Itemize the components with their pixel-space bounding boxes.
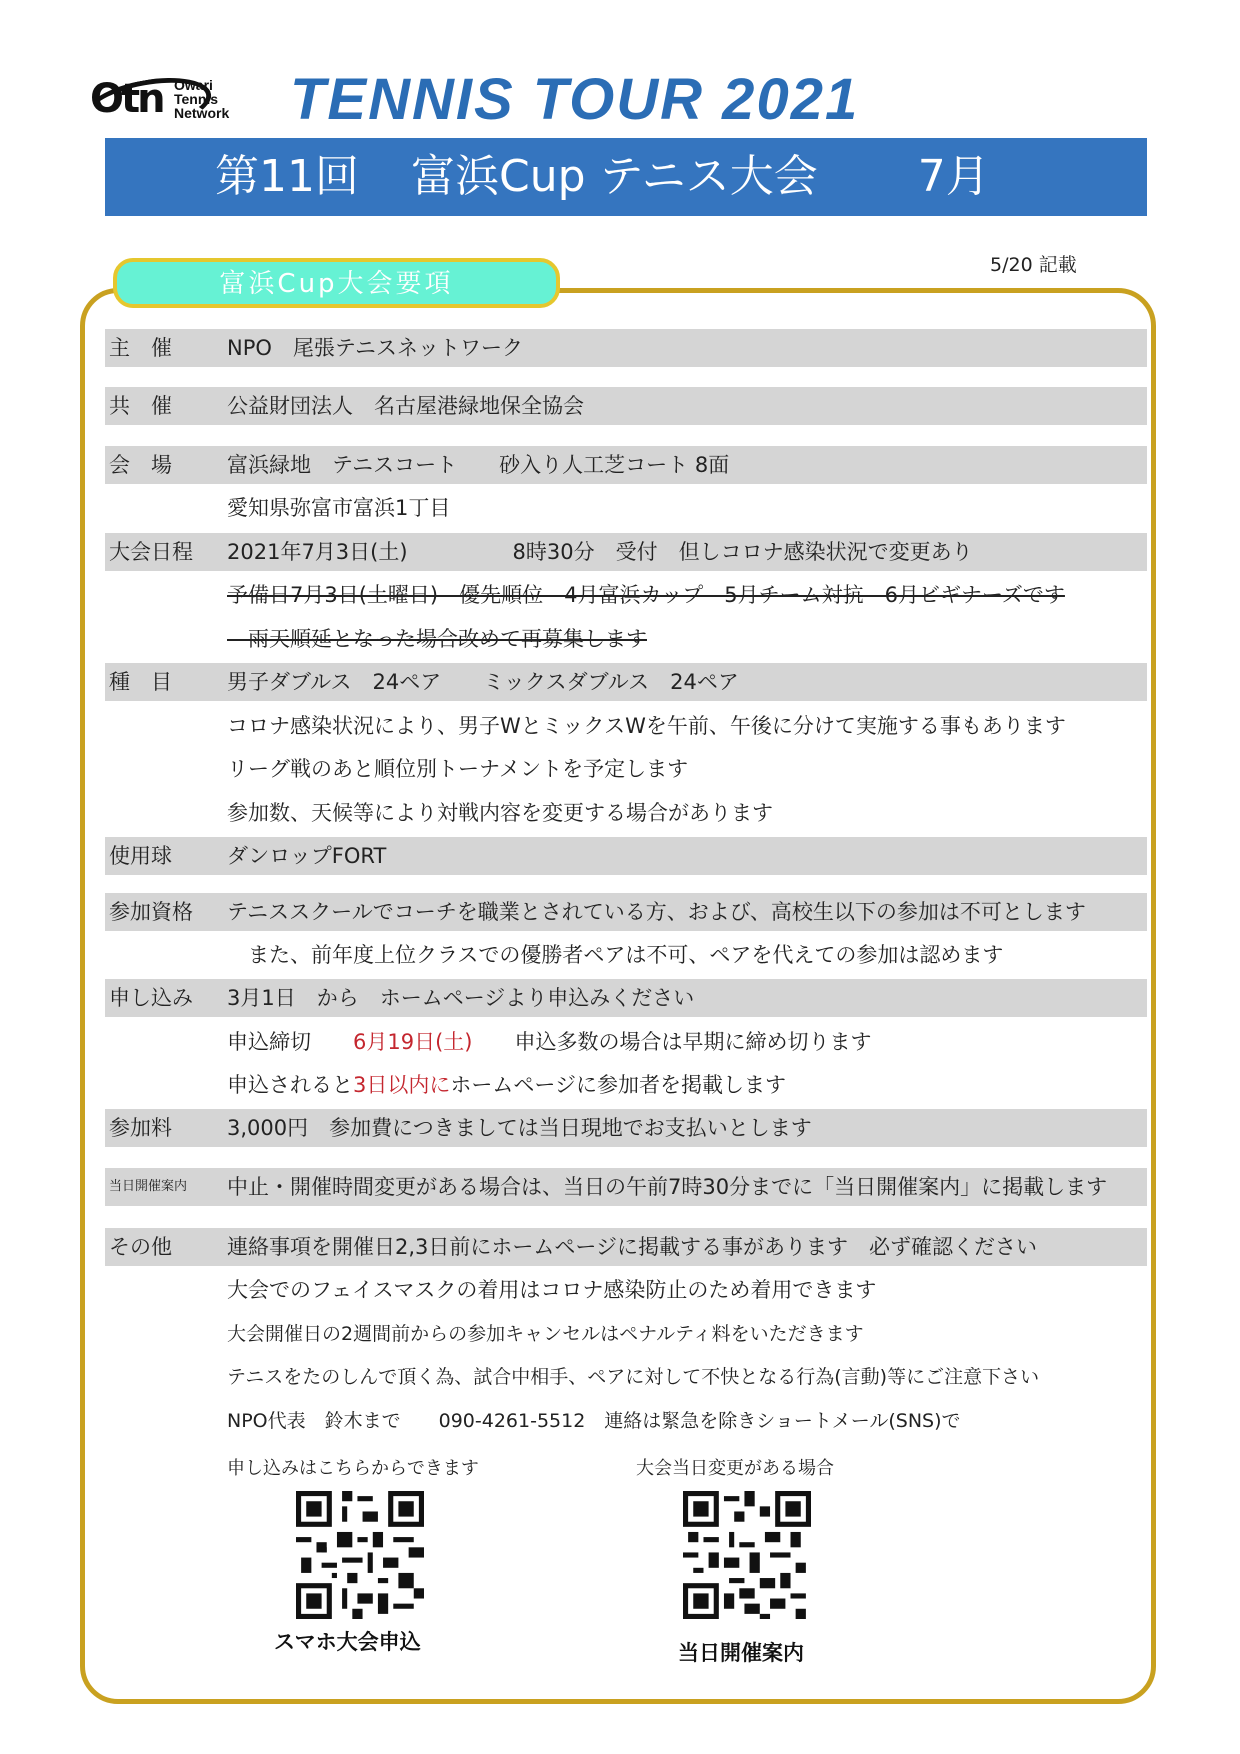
row-value: 3,000円 参加費につきましては当日現地でお支払いとします [227,1116,812,1140]
qr-left-caption: スマホ大会申込 [274,1630,421,1654]
row-value: ダンロップFORT [227,844,387,868]
row-other-note [105,1358,1147,1396]
row-schedule [105,533,1147,571]
row-value: 愛知県弥富市富浜1丁目 [227,496,451,520]
row-label: 当日開催案内 [109,1179,188,1194]
row-events [105,663,1147,701]
banner-edition: 第11回 [215,151,359,202]
row-label: 大会日程 [109,540,193,564]
row-label: 会 場 [109,453,172,477]
row-schedule-reserve [105,576,1147,614]
banner-month: 7月 [917,151,990,202]
row-value: コロナ感染状況により、男子WとミックスWを午前、午後に分けて実施する事もあります [227,714,1066,738]
row-label: 種 目 [109,670,172,694]
row-label: 主 催 [109,336,172,360]
tournament-banner [105,138,1147,216]
deadline-date: 6月19日(土) [353,1030,473,1054]
row-other-note [105,1315,1147,1353]
post-days: 3日以内に [353,1073,451,1097]
brand-title: TENNIS TOUR 2021 [290,67,860,132]
row-value: 申込締切 6月19日(土) 申込多数の場合は早期に締め切ります [227,1030,872,1054]
row-label: 参加資格 [109,900,193,924]
row-other [105,1228,1147,1266]
row-other-note [105,1271,1147,1309]
row-value: 3月1日 から ホームページより申込みください [227,986,695,1010]
row-value: 大会開催日の2週間前からの参加キャンセルはペナルティ料をいただきます [227,1323,864,1345]
qr-right-intro: 大会当日変更がある場合 [636,1458,834,1479]
row-value: NPO 尾張テニスネットワーク [227,336,524,360]
row-label: 共 催 [109,394,172,418]
row-eligibility-note [105,936,1147,974]
row-value: 中止・開催時間変更がある場合は、当日の午前7時30分までに「当日開催案内」に掲載します [227,1175,1108,1199]
row-value: また、前年度上位クラスでの優勝者ペアは不可、ペアを代えての参加は認めます [227,943,1004,967]
row-entry [105,979,1147,1017]
row-value: 予備日7月3日(土曜日) 優先順位 4月富浜カップ 5月チーム対抗 6月ビギナーズです [227,583,1065,607]
row-entry-post [105,1066,1147,1104]
row-value: テニスをたのしんで頂く為、試合中相手、ペアに対して不快となる行為(言動)等にご注意下さい [227,1366,1040,1388]
row-value: 参加数、天候等により対戦内容を変更する場合があります [227,801,773,825]
qr-left-intro: 申し込みはこちらからできます [227,1458,479,1479]
row-other-note [105,1402,1147,1440]
row-label: 使用球 [109,844,172,868]
logo-mark: Otn [90,76,163,122]
row-label: その他 [109,1235,172,1259]
row-value: 2021年7月3日(土) 8時30分 受付 但しコロナ感染状況で変更あり [227,540,973,564]
row-venue [105,446,1147,484]
row-day-info [105,1168,1147,1206]
row-label: 申し込み [109,986,193,1010]
written-date: 5/20 記載 [990,254,1077,276]
row-ball [105,837,1147,875]
row-events-note [105,707,1147,745]
row-co-organizer [105,387,1147,425]
logo-subtext: Owari Tennis Network [174,77,230,121]
row-value: テニススクールでコーチを職業とされている方、および、高校生以下の参加は不可とします [227,900,1086,924]
banner-name: 富浜Cup テニス大会 [411,151,818,202]
row-value: 申込されると3日以内にホームページに参加者を掲載します [227,1073,786,1097]
qr-right-caption: 当日開催案内 [678,1641,804,1665]
row-schedule-rain [105,620,1147,658]
entry-qr-code[interactable] [296,1491,424,1619]
row-value: 雨天順延となった場合改めて再募集します [227,627,647,651]
otn-logo [72,66,262,128]
row-entry-deadline [105,1023,1147,1061]
day-info-qr-code[interactable] [683,1491,811,1619]
row-value: 公益財団法人 名古屋港緑地保全協会 [227,394,584,418]
row-fee [105,1109,1147,1147]
section-tag: 富浜Cup大会要項 [113,258,560,308]
row-venue-address [105,489,1147,527]
row-value: NPO代表 鈴木まで 090-4261-5512 連絡は緊急を除きショートメール(SNS)で [227,1410,961,1432]
row-events-note [105,794,1147,832]
row-label: 参加料 [109,1116,172,1140]
row-value: リーグ戦のあと順位別トーナメントを予定します [227,757,689,781]
row-value: 男子ダブルス 24ペア ミックスダブルス 24ペア [227,670,739,694]
row-events-note [105,750,1147,788]
row-value: 連絡事項を開催日2,3日前にホームページに掲載する事があります 必ず確認ください [227,1235,1037,1259]
row-value: 富浜緑地 テニスコート 砂入り人工芝コート 8面 [227,453,730,477]
row-value: 大会でのフェイスマスクの着用はコロナ感染防止のため着用できます [227,1278,877,1302]
row-organizer [105,329,1147,367]
row-eligibility [105,893,1147,931]
